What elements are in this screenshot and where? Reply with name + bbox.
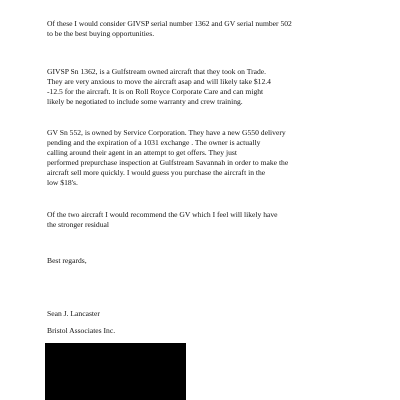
paragraph-4-line-2: the stronger residual (47, 220, 109, 229)
paragraph-2-line-1: GIVSP Sn 1362, is a Gulfstream owned aircraft that they took on Trade. (47, 67, 267, 76)
paragraph-3-line-2: pending and the expiration of a 1031 exchange . The owner is actually (47, 138, 261, 147)
paragraph-2-line-4: likely be negotiated to include some warranty and crew training. (47, 97, 243, 106)
closing: Best regards, (47, 256, 87, 265)
paragraph-3-line-5: aircraft sell more quickly. I would guess you purchase the aircraft in the (47, 168, 266, 177)
paragraph-1-line-2: to be the best buying opportunities. (47, 29, 155, 38)
paragraph-3-line-1: GV Sn 552, is owned by Service Corporation. They have a new G550 delivery (47, 128, 286, 137)
paragraph-2-line-2: They are very anxious to move the aircraft asap and will likely take $12.4 (47, 77, 271, 86)
paragraph-1-line-1: Of these I would consider GIVSP serial number 1362 and GV serial number 502 (47, 19, 292, 28)
paragraph-3-line-6: low $18's. (47, 178, 78, 187)
paragraph-2-line-3: -12.5 for the aircraft. It is on Roll Royce Corporate Care and can might (47, 87, 264, 96)
redaction-box (45, 343, 186, 400)
signer-company: Bristol Associates Inc. (47, 326, 116, 335)
paragraph-3-line-4: performed prepurchase inspection at Gulfstream Savannah in order to make the (47, 158, 289, 167)
paragraph-3-line-3: calling around their agent in an attempt to get offers. They just (47, 148, 237, 157)
signer-name: Sean J. Lancaster (47, 309, 100, 318)
paragraph-4-line-1: Of the two aircraft I would recommend the GV which I feel will likely have (47, 210, 278, 219)
